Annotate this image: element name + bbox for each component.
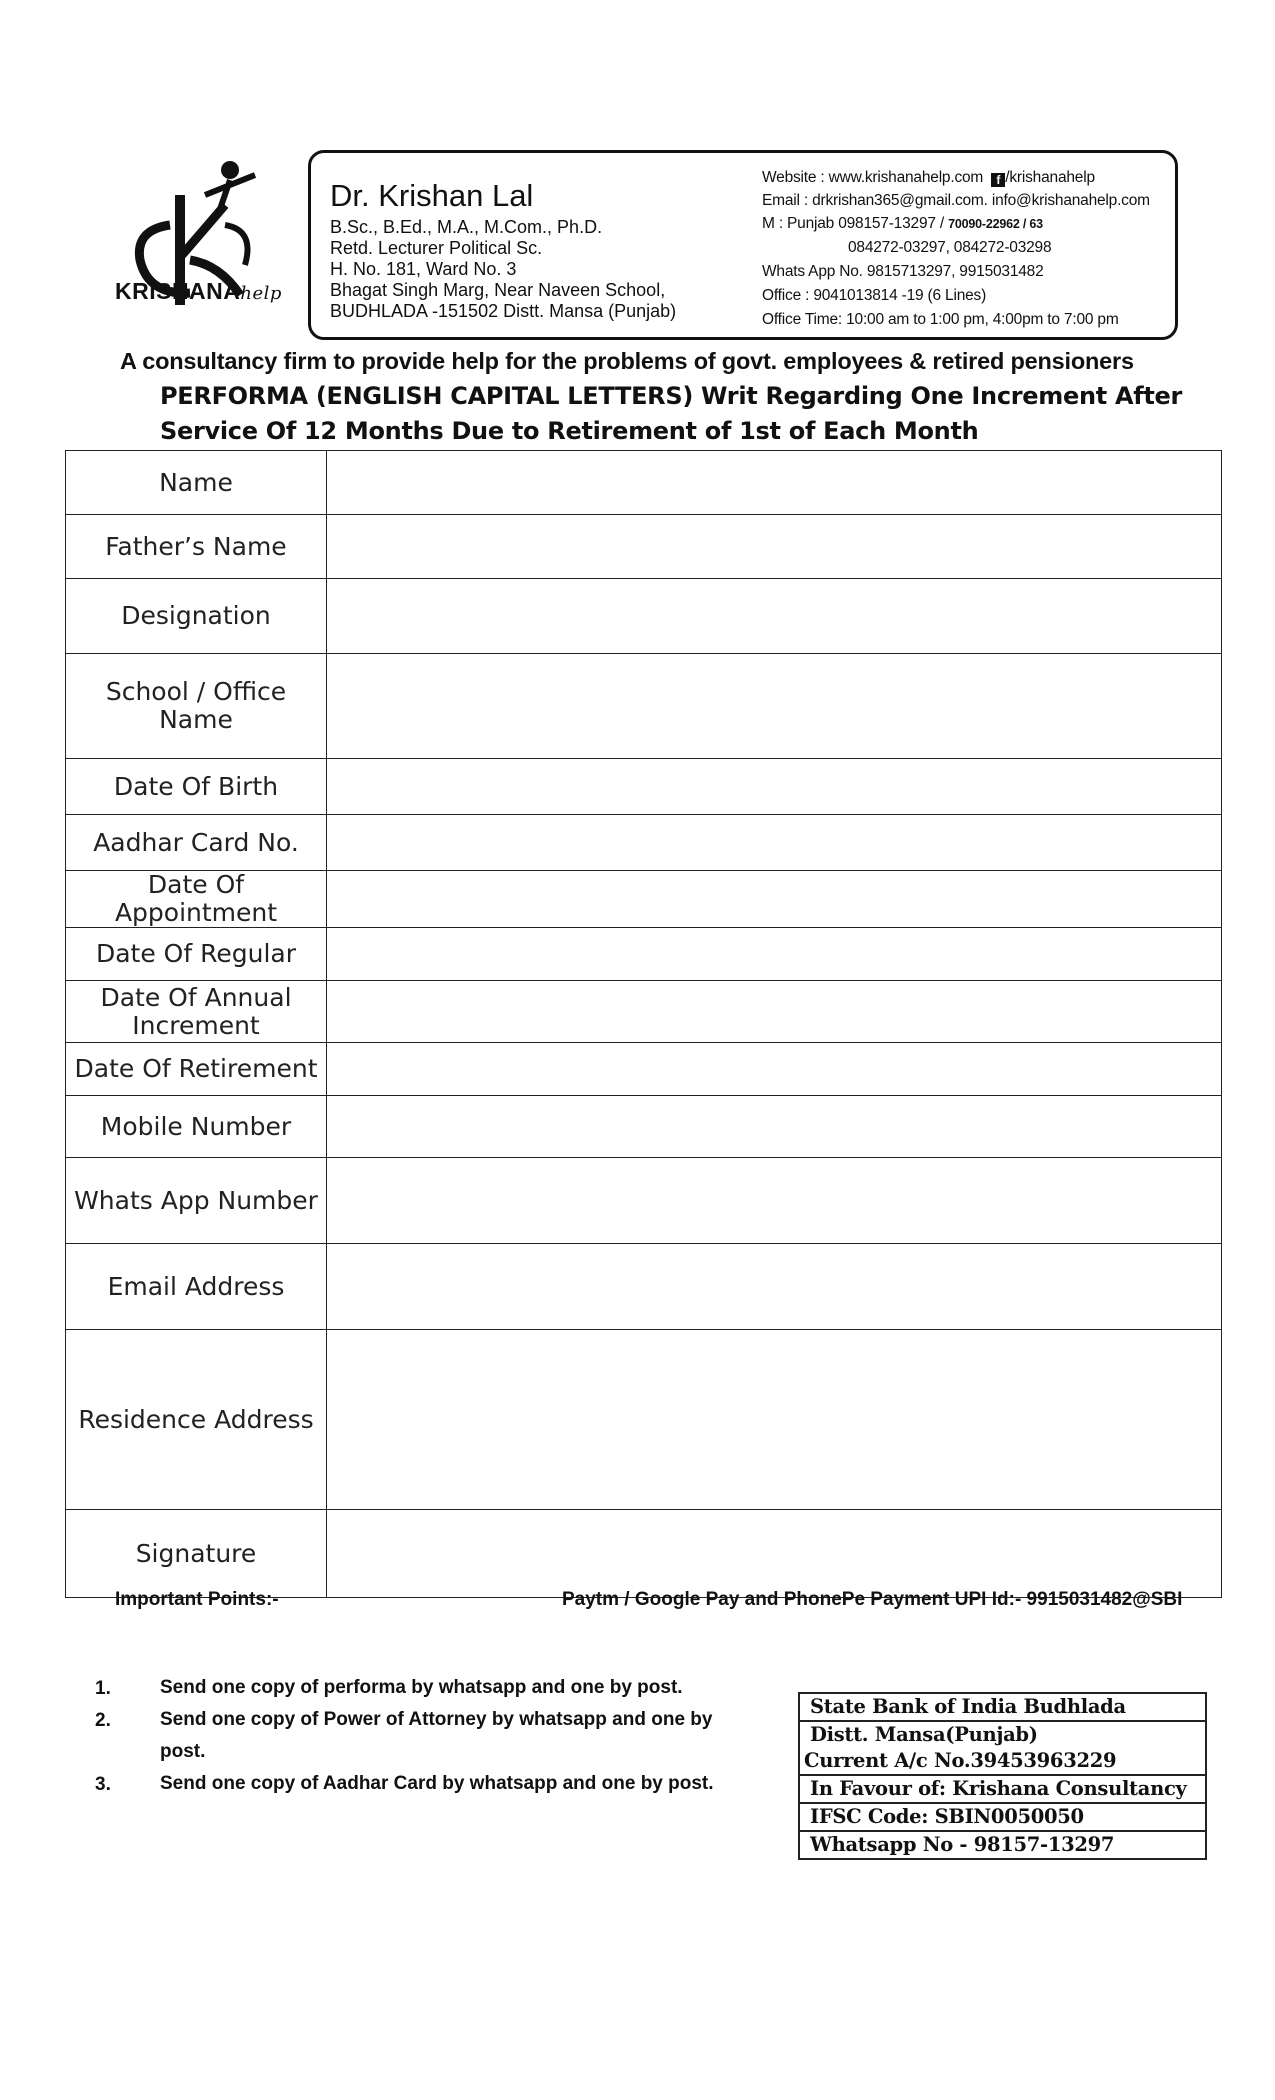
date-of-retirement-field[interactable] <box>327 1043 1222 1096</box>
landline-line: 084272-03297, 084272-03298 <box>848 239 1052 256</box>
ifsc-code: IFSC Code: SBIN0050050 <box>799 1803 1206 1831</box>
signature-field[interactable] <box>327 1510 1222 1598</box>
date-of-appointment-field[interactable] <box>327 871 1222 928</box>
email-line: Email : drkrishan365@gmail.com. info@krishanahelp.com <box>762 192 1150 209</box>
designation-field[interactable] <box>327 579 1222 654</box>
address-line-2: Bhagat Singh Marg, Near Naveen School, <box>330 280 666 300</box>
form-row-mobile <box>66 1096 1222 1158</box>
whatsapp-number-field[interactable] <box>327 1158 1222 1244</box>
name-field[interactable] <box>327 451 1222 515</box>
field-label: Date Of Annual Increment <box>66 981 327 1043</box>
mobile-line: M : Punjab 098157-13297 / 70090-22962 / 63 <box>762 215 1043 232</box>
form-row-regular <box>66 928 1222 981</box>
form-row-office-name <box>66 654 1222 759</box>
field-label: School / Office Name <box>66 654 327 759</box>
email-address-field[interactable] <box>327 1244 1222 1330</box>
form-row-retirement <box>66 1043 1222 1096</box>
form-row-whatsapp <box>66 1158 1222 1244</box>
field-label: Designation <box>66 579 327 654</box>
field-label: Residence Address <box>66 1330 327 1510</box>
point-text: Send one copy of Aadhar Card by whatsapp and one by post. <box>160 1773 714 1794</box>
field-label: Date Of Appointment <box>66 871 327 928</box>
doctor-name: Dr. Krishan Lal <box>330 178 534 213</box>
field-label: Email Address <box>66 1244 327 1330</box>
point-number: 1. <box>95 1678 111 1699</box>
title-line-1: PERFORMA (ENGLISH CAPITAL LETTERS) Writ Regarding One Increment After <box>160 382 1183 410</box>
date-of-birth-field[interactable] <box>327 759 1222 815</box>
field-label: Whats App Number <box>66 1158 327 1244</box>
point-text: Send one copy of Power of Attorney by whatsapp and one by post. <box>160 1709 713 1762</box>
field-label: Date Of Birth <box>66 759 327 815</box>
address-line-1: H. No. 181, Ward No. 3 <box>330 259 517 279</box>
bank-name: State Bank of India Budhlada <box>799 1693 1206 1721</box>
office-time-line: Office Time: 10:00 am to 1:00 pm, 4:00pm to 7:00 pm <box>762 311 1119 328</box>
field-label: Signature <box>66 1510 327 1598</box>
field-label: Name <box>66 451 327 515</box>
mobile-number-field[interactable] <box>327 1096 1222 1158</box>
bank-district: Distt. Mansa(Punjab) <box>799 1721 1206 1748</box>
upi-payment-id: Paytm / Google Pay and PhonePe Payment UPI Id:- 9915031482@SBI <box>562 1589 1183 1610</box>
website-line: Website : www.krishanahelp.com f /krishanahelp <box>762 169 1095 187</box>
address-line-3: BUDHLADA -151502 Distt. Mansa (Punjab) <box>330 301 677 321</box>
form-row-fathers-name <box>66 515 1222 579</box>
important-points-label: Important Points:- <box>115 1589 279 1610</box>
whatsapp-line: Whats App No. 9815713297, 9915031482 <box>762 263 1044 280</box>
residence-address-field[interactable] <box>327 1330 1222 1510</box>
point-number: 2. <box>95 1710 111 1731</box>
point-text: Send one copy of performa by whatsapp and one by post. <box>160 1677 683 1698</box>
office-line: Office : 9041013814 -19 (6 Lines) <box>762 287 987 304</box>
bank-whatsapp: Whatsapp No - 98157-13297 <box>799 1831 1206 1859</box>
tagline: A consultancy firm to provide help for the problems of govt. employees & retired pensioners <box>120 348 1134 374</box>
form-row-designation <box>66 579 1222 654</box>
fathers-name-field[interactable] <box>327 515 1222 579</box>
account-number: Current A/c No.39453963229 <box>799 1748 1206 1775</box>
bank-details-table <box>798 1692 1207 1860</box>
qualifications: B.Sc., B.Ed., M.A., M.Com., Ph.D. <box>330 217 603 237</box>
performa-form-table <box>65 450 1222 1598</box>
form-row-appointment <box>66 871 1222 928</box>
form-row-residence <box>66 1330 1222 1510</box>
field-label: Date Of Retirement <box>66 1043 327 1096</box>
form-row-aadhar <box>66 815 1222 871</box>
field-label: Aadhar Card No. <box>66 815 327 871</box>
form-row-email <box>66 1244 1222 1330</box>
account-favour: In Favour of: Krishana Consultancy <box>799 1775 1206 1803</box>
office-name-field[interactable] <box>327 654 1222 759</box>
date-of-increment-field[interactable] <box>327 981 1222 1043</box>
form-row-signature <box>66 1510 1222 1598</box>
title-line-2: Service Of 12 Months Due to Retirement of 1st of Each Month <box>160 417 979 445</box>
date-of-regular-field[interactable] <box>327 928 1222 981</box>
designation-line: Retd. Lecturer Political Sc. <box>330 238 543 258</box>
aadhar-field[interactable] <box>327 815 1222 871</box>
field-label: Mobile Number <box>66 1096 327 1158</box>
field-label: Father’s Name <box>66 515 327 579</box>
logo-brand: KRISHANAhelp <box>115 278 282 304</box>
facebook-icon: f <box>991 173 1005 187</box>
form-row-increment <box>66 981 1222 1043</box>
point-number: 3. <box>95 1774 111 1795</box>
form-row-name <box>66 451 1222 515</box>
field-label: Date Of Regular <box>66 928 327 981</box>
form-row-dob <box>66 759 1222 815</box>
